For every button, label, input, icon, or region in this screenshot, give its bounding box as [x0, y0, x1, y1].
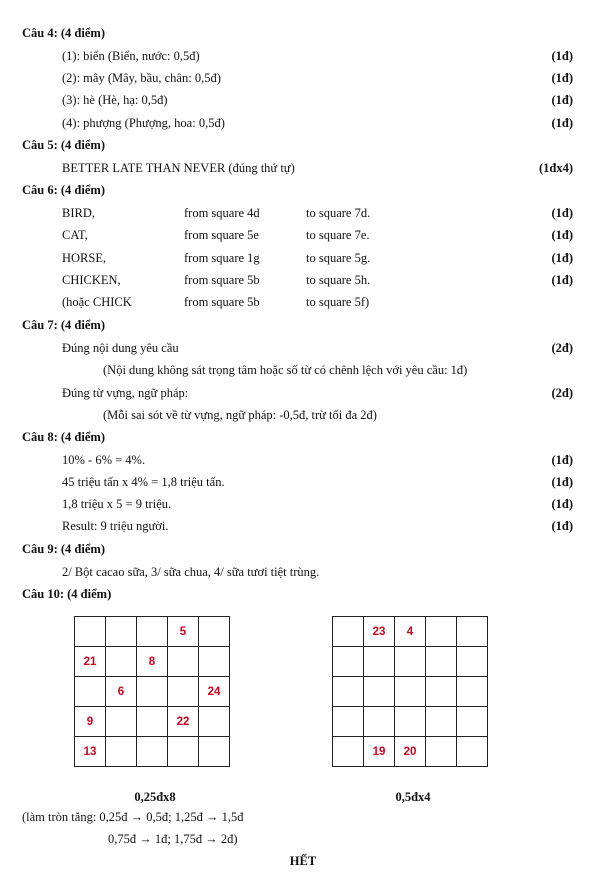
q5-points: (1đx4): [538, 161, 573, 175]
q4-item-3: (3): hè (Hè, hạ: 0,5đ): [62, 93, 168, 107]
q4-item-1: (1): biển (Biển, nước: 0,5đ): [62, 49, 200, 63]
grid-row: [75, 647, 230, 677]
q4-item-4-points: (1đ): [551, 116, 573, 130]
grid-cell: [457, 647, 488, 677]
q6-to: to square 5g.: [306, 251, 371, 265]
q8-item-1-points: (1đ): [551, 453, 573, 467]
q5-heading: Câu 5: (4 điểm): [22, 138, 105, 152]
q6-from: from square 4d: [184, 206, 260, 220]
q8-item-2-points: (1đ): [551, 475, 573, 489]
grid-cell: [168, 677, 199, 707]
q8-item-3-points: (1đ): [551, 497, 573, 511]
q8-item-4-points: (1đ): [551, 519, 573, 533]
grid-row: [75, 677, 230, 707]
q6-to: to square 7e.: [306, 228, 370, 242]
grid-row: [75, 707, 230, 737]
grid-row: [333, 707, 488, 737]
q4-heading: Câu 4: (4 điểm): [22, 26, 105, 40]
end-marker: HẾT: [289, 854, 317, 868]
q7-item-2: Đúng từ vựng, ngữ pháp:: [62, 386, 189, 400]
grid-left-caption: 0,25đx8: [134, 790, 176, 804]
grid-cell: [199, 707, 230, 737]
q7-item-2-note: (Mỗi sai sót về từ vựng, ngữ pháp: -0,5đ, trừ tối đa 2đ): [103, 408, 377, 422]
grid-cell: 9: [75, 707, 106, 737]
grid-cell: [75, 617, 106, 647]
grid-cell: [333, 707, 364, 737]
q9-heading: Câu 9: (4 điểm): [22, 542, 105, 556]
number-grid-left: [74, 616, 230, 767]
q8-item-2: 45 triệu tấn x 4% = 1,8 triệu tấn.: [62, 475, 225, 489]
grid-cell: 4: [395, 617, 426, 647]
q6-heading: Câu 6: (4 điểm): [22, 183, 105, 197]
grid-cell: [106, 647, 137, 677]
grid-cell: [199, 617, 230, 647]
q6-from: from square 1g: [184, 251, 260, 265]
grid-cell: [364, 647, 395, 677]
q4-item-2-points: (1đ): [551, 71, 573, 85]
q6-to: to square 7d.: [306, 206, 371, 220]
rounding-note-line-2: 0,75đ → 1đ; 1,75đ → 2đ): [108, 832, 238, 846]
q8-item-1: 10% - 6% = 4%.: [62, 453, 146, 467]
q8-heading: Câu 8: (4 điểm): [22, 430, 105, 444]
grid-cell: [168, 737, 199, 767]
grid-cell: [106, 617, 137, 647]
grid-cell: [395, 707, 426, 737]
grid-cell: [457, 677, 488, 707]
q6-points: (1đ): [551, 228, 573, 242]
grid-cell: [333, 677, 364, 707]
q4-item-4: (4): phượng (Phượng, hoa: 0,5đ): [62, 116, 225, 130]
grid-cell: [75, 677, 106, 707]
grid-row: [333, 677, 488, 707]
grid-cell: [364, 677, 395, 707]
grid-cell: 6: [106, 677, 137, 707]
q6-animal: HORSE,: [62, 251, 107, 265]
grid-row: [75, 737, 230, 767]
grid-row: [333, 647, 488, 677]
grid-cell: 24: [199, 677, 230, 707]
q8-item-3: 1,8 triệu x 5 = 9 triệu.: [62, 497, 172, 511]
grid-cell: [457, 617, 488, 647]
number-grid-right: [332, 616, 488, 767]
grid-cell: [426, 677, 457, 707]
grid-cell: [137, 737, 168, 767]
grid-right-caption: 0,5đx4: [395, 790, 431, 804]
grid-cell: [457, 737, 488, 767]
grid-row: [333, 617, 488, 647]
grid-cell: 20: [395, 737, 426, 767]
q7-item-2-points: (2đ): [551, 386, 573, 400]
q7-item-1-points: (2đ): [551, 341, 573, 355]
grid-cell: [137, 617, 168, 647]
grid-cell: 13: [75, 737, 106, 767]
q7-item-1: Đúng nội dung yêu cầu: [62, 341, 179, 355]
q6-animal: CHICKEN,: [62, 273, 121, 287]
q9-answer: 2/ Bột cacao sữa, 3/ sữa chua, 4/ sữa tươi tiệt trùng.: [62, 565, 320, 579]
grid-cell: [457, 707, 488, 737]
q6-animal: CAT,: [62, 228, 88, 242]
q7-item-1-note: (Nội dung không sát trọng tâm hoặc số từ có chênh lệch với yêu cầu: 1đ): [103, 363, 468, 377]
grid-cell: [395, 677, 426, 707]
grid-cell: [137, 677, 168, 707]
grid-cell: [395, 647, 426, 677]
grid-cell: 5: [168, 617, 199, 647]
grid-cell: [137, 707, 168, 737]
rounding-note-line-1: (làm tròn tăng: 0,25đ → 0,5đ; 1,25đ → 1,5đ: [22, 810, 244, 824]
q6-to: to square 5h.: [306, 273, 371, 287]
grid-cell: 8: [137, 647, 168, 677]
q6-from: from square 5b: [184, 295, 260, 309]
q6-points: (1đ): [551, 273, 573, 287]
q4-item-1-points: (1đ): [551, 49, 573, 63]
grid-cell: [199, 647, 230, 677]
grid-cell: [106, 737, 137, 767]
q6-to: to square 5f): [306, 295, 370, 309]
grid-cell: [426, 617, 457, 647]
grid-cell: [168, 647, 199, 677]
q6-points: (1đ): [551, 206, 573, 220]
grid-row: [75, 617, 230, 647]
q4-item-3-points: (1đ): [551, 93, 573, 107]
grid-cell: [199, 737, 230, 767]
grid-cell: [426, 737, 457, 767]
q6-points: (1đ): [551, 251, 573, 265]
grid-cell: 21: [75, 647, 106, 677]
q6-animal: (hoặc CHICK: [62, 295, 132, 309]
grid-cell: [333, 737, 364, 767]
grid-cell: [333, 617, 364, 647]
q6-from: from square 5e: [184, 228, 259, 242]
q7-heading: Câu 7: (4 điểm): [22, 318, 105, 332]
grid-row: [333, 737, 488, 767]
grid-cell: [333, 647, 364, 677]
q6-animal: BIRD,: [62, 206, 95, 220]
q6-from: from square 5b: [184, 273, 260, 287]
grid-cell: [426, 647, 457, 677]
grid-cell: [426, 707, 457, 737]
q4-item-2: (2): mây (Mây, bầu, chân: 0,5đ): [62, 71, 221, 85]
grid-cell: [106, 707, 137, 737]
q5-answer: BETTER LATE THAN NEVER (đúng thứ tự): [62, 161, 295, 175]
grid-cell: 22: [168, 707, 199, 737]
grid-cell: [364, 707, 395, 737]
q10-heading: Câu 10: (4 điểm): [22, 587, 112, 601]
grid-cell: 23: [364, 617, 395, 647]
grid-cell: 19: [364, 737, 395, 767]
q8-item-4: Result: 9 triệu người.: [62, 519, 169, 533]
